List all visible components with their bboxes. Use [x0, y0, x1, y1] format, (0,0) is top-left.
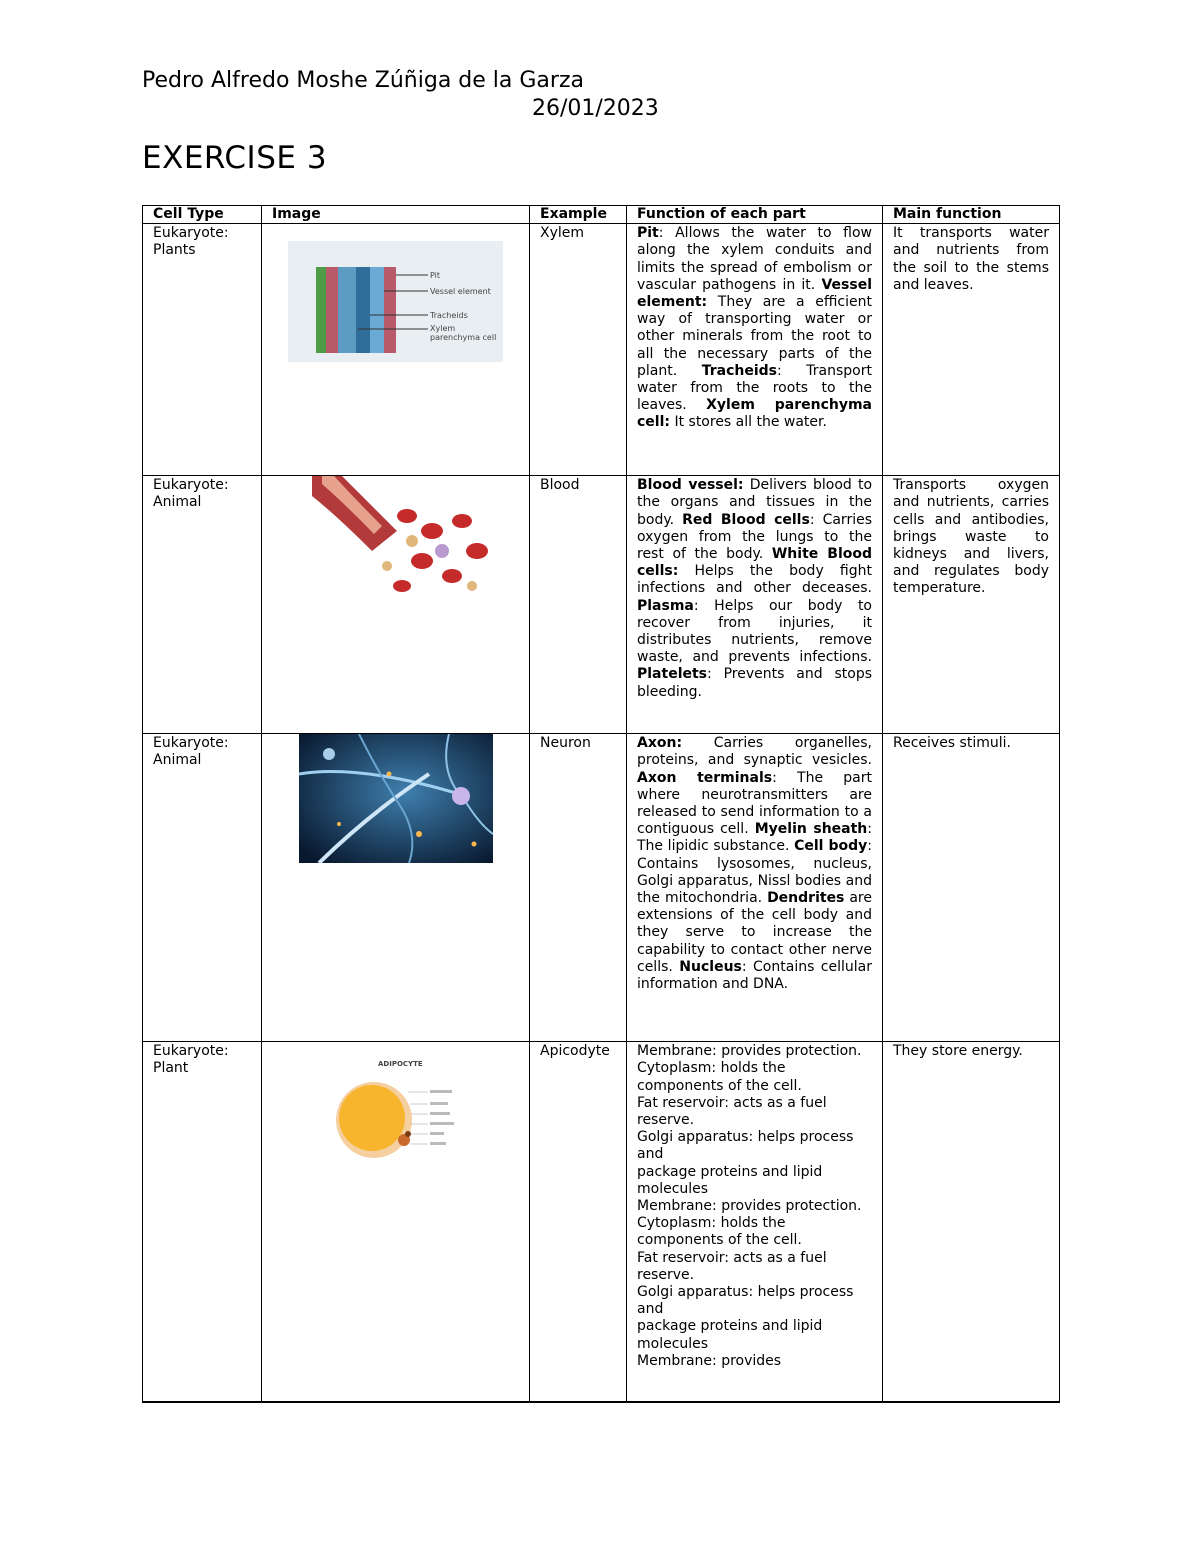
- parts-function-cell: [627, 224, 883, 476]
- part-text: The lipidic substance.: [637, 838, 790, 855]
- part-sep: :: [867, 838, 873, 855]
- parts-function-cell: [627, 734, 883, 1042]
- parts-function-cell: [627, 1042, 883, 1403]
- main-function-cell: It transports water and nutrients from the soil to the stems and leaves.: [883, 224, 1060, 476]
- part-line: Golgi apparatus: helps process and: [637, 1129, 854, 1163]
- example-cell: Blood: [530, 476, 627, 734]
- part-term: Plasma: [637, 597, 694, 614]
- part-text: Helps the body fight infections and other deceases.: [637, 563, 872, 597]
- column-header: Cell Type: [143, 206, 262, 224]
- part-term: Xylem parenchyma cell:: [637, 397, 872, 431]
- part-text: Helps our body to recover from injuries, it distributes nutrients, remove waste, and prevents infections.: [637, 597, 872, 666]
- part-text: Carries oxygen from the lungs to the rest of the body.: [637, 511, 872, 563]
- part-term: Nucleus: [679, 958, 742, 975]
- xylem-diagram-image: [288, 241, 503, 362]
- part-text: The part where neurotransmitters are released to send information to a contiguous cell.: [637, 769, 872, 838]
- author-name: Pedro Alfredo Moshe Zúñiga de la Garza: [142, 68, 584, 93]
- part-term: Axon:: [637, 735, 683, 752]
- part-sep: :: [707, 666, 712, 683]
- column-header: Image: [262, 206, 530, 224]
- xylem-label-tracheids: Tracheids: [430, 311, 468, 321]
- part-text: Contains lysosomes, nucleus, Golgi apparatus, Nissl bodies and the mitochondria.: [637, 855, 872, 907]
- xylem-label-xylem: Xylem: [430, 324, 456, 334]
- exercise-title: EXERCISE 3: [142, 140, 328, 176]
- document-date: 26/01/2023: [532, 96, 659, 121]
- part-term: Platelets: [637, 666, 708, 683]
- part-line: Membrane: provides protection.: [637, 1198, 862, 1215]
- image-cell: [262, 224, 530, 476]
- part-text: Prevents and stops bleeding.: [637, 666, 872, 700]
- example-cell: Xylem: [530, 224, 627, 476]
- part-term: Cell body: [794, 838, 868, 855]
- table-row: [143, 476, 1060, 734]
- part-sep: :: [658, 225, 664, 242]
- table-row: [143, 734, 1060, 1042]
- part-line: package proteins and lipid molecules: [637, 1163, 823, 1197]
- example-cell: Apicodyte: [530, 1042, 627, 1403]
- part-term: Red Blood cells: [682, 511, 810, 528]
- part-term: Axon terminals: [637, 769, 773, 786]
- part-term: Dendrites: [767, 890, 845, 907]
- part-sep: :: [772, 769, 777, 786]
- xylem-label-parenchyma: parenchyma cell: [430, 333, 497, 343]
- adipocyte-diagram-image: [316, 1052, 476, 1172]
- main-function-cell: They store energy.: [883, 1042, 1060, 1403]
- cell-type: Eukaryote: Plant: [143, 1042, 262, 1403]
- part-text: Delivers blood to the organs and tissues in the body.: [637, 477, 873, 528]
- part-sep: :: [777, 362, 782, 379]
- part-line: Cytoplasm: holds the components of the cell.: [637, 1060, 802, 1094]
- part-term: White Blood cells:: [637, 546, 873, 580]
- cell-type: Eukaryote: Animal: [143, 734, 262, 1042]
- table-header-row: [143, 206, 1060, 224]
- part-term: Vessel element:: [637, 276, 872, 311]
- part-text: They are a efficient way of transporting water or other minerals from the root to all the necessary parts of the plant.: [637, 294, 872, 379]
- part-line: Membrane: provides: [637, 1352, 782, 1369]
- part-text: are extensions of the cell body and they serve to increase the capability to contact other nerve cells.: [637, 890, 872, 975]
- blood-diagram-image: [312, 476, 512, 616]
- example-cell: Neuron: [530, 734, 627, 1042]
- part-line: Cytoplasm: holds the components of the cell.: [637, 1215, 802, 1249]
- part-term: Myelin sheath: [754, 821, 868, 838]
- table-row: [143, 1042, 1060, 1403]
- part-line: package proteins and lipid molecules: [637, 1318, 823, 1352]
- part-line: Fat reservoir: acts as a fuel reserve.: [637, 1094, 827, 1129]
- neuron-image: [299, 734, 493, 863]
- image-cell: [262, 1042, 530, 1403]
- column-header: Function of each part: [627, 206, 883, 224]
- part-sep: :: [741, 958, 747, 975]
- table-row: [143, 224, 1060, 476]
- cell-type: Eukaryote: Plants: [143, 224, 262, 476]
- part-term: Blood vessel:: [637, 477, 744, 494]
- part-sep: :: [867, 821, 872, 838]
- part-line: Membrane: provides protection.: [637, 1043, 862, 1060]
- part-line: Fat reservoir: acts as a fuel reserve.: [637, 1249, 827, 1283]
- xylem-label-pit: Pit: [430, 271, 441, 281]
- part-term: Pit: [637, 225, 659, 242]
- part-text: Contains cellular information and DNA.: [637, 958, 872, 993]
- part-text: Transport water from the roots to the leaves.: [637, 362, 872, 414]
- part-term: Tracheids: [701, 362, 778, 379]
- column-header: Main function: [883, 206, 1060, 224]
- part-text: Allows the water to flow along the xylem conduits and limits the spread of embolism or vascular pathogens in it.: [637, 225, 872, 293]
- column-header: Example: [530, 206, 627, 224]
- part-text: It stores all the water.: [670, 414, 827, 431]
- part-line: Golgi apparatus: helps process and: [637, 1284, 854, 1318]
- cell-types-table: [142, 205, 1060, 1403]
- part-sep: :: [809, 511, 815, 528]
- xylem-label-vessel: Vessel element: [430, 287, 491, 297]
- part-text: Carries organelles, proteins, and synaptic vesicles.: [637, 735, 872, 769]
- adipocyte-label: ADIPOCYTE: [378, 1060, 423, 1069]
- image-cell: [262, 734, 530, 1042]
- cell-type: Eukaryote: Animal: [143, 476, 262, 734]
- main-function-cell: Transports oxygen and nutrients, carries cells and antibodies, brings waste to kidneys and livers, and regulates body temperature.: [883, 476, 1060, 734]
- main-function-cell: Receives stimuli.: [883, 734, 1060, 1042]
- part-sep: :: [693, 597, 699, 614]
- parts-function-cell: [627, 476, 883, 734]
- image-cell: [262, 476, 530, 734]
